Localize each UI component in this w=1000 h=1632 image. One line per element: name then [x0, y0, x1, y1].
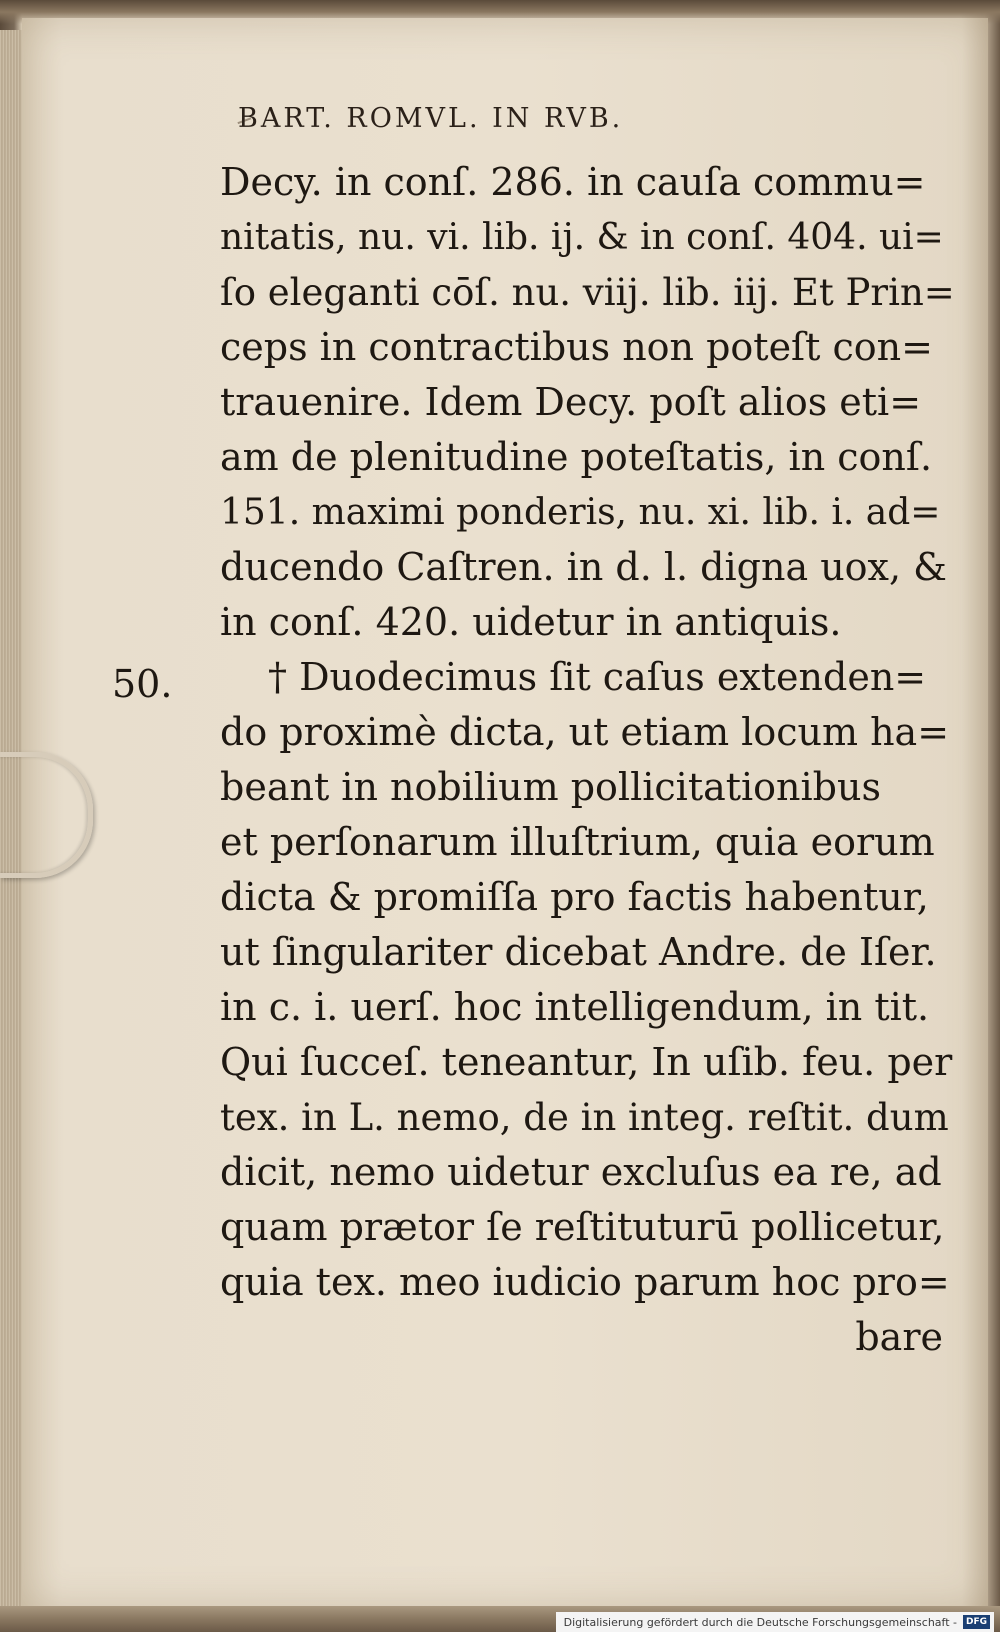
dfg-logo: DFG — [963, 1615, 990, 1629]
text-line: quam prætor ſe reſtituturū pollicetur, — [220, 1205, 945, 1249]
running-header: BART. ROMVL. IN RVB. — [238, 103, 624, 134]
text-line: do proximè dicta, ut etiam locum ha= — [220, 710, 950, 754]
digitization-credit — [556, 1612, 994, 1632]
text-line: tex. in L. nemo, de in integ. reſtit. dum — [220, 1096, 949, 1139]
text-line: ducendo Caſtren. in d. l. digna uox, & — [220, 545, 947, 589]
text-line: et perſonarum illuſtrium, quia eorum — [220, 820, 935, 864]
text-line: beant in nobilium pollicitationibus — [220, 765, 881, 809]
credit-text: Digitalisierung gefördert durch die Deutsche Forschungsgemeinschaft - — [563, 1615, 957, 1629]
margin-number: 50. — [112, 662, 173, 706]
text-line: ſo eleganti cōſ. nu. viij. lib. iij. Et Prin= — [220, 271, 955, 314]
text-line: dicta & promiſſa pro factis habentur, — [220, 875, 929, 919]
text-line: am de plenitudine poteſtatis, in conſ. — [220, 435, 933, 479]
text-line-paragraph-start: † Duodecimus ſit caſus extenden= — [268, 655, 927, 699]
text-line: trauenire. Idem Decy. poſt alios eti= — [220, 380, 922, 424]
text-line: in conſ. 420. uidetur in antiquis. — [220, 600, 842, 644]
body-text — [220, 155, 955, 1365]
text-line: Qui ſucceſ. teneantur, In uſib. feu. per — [220, 1040, 953, 1084]
text-line: quia tex. meo iudicio parum hoc pro= — [220, 1260, 950, 1304]
text-line: Decy. in conſ. 286. in cauſa commu= — [220, 160, 926, 204]
text-line: nitatis, nu. vi. lib. ij. & in conſ. 404. ui= — [220, 217, 944, 258]
text-line: in c. i. uerſ. hoc intelligendum, in tit. — [220, 985, 930, 1029]
catchword: bare — [855, 1315, 943, 1359]
text-line: ceps in contractibus non poteſt con= — [220, 325, 933, 369]
text-line: dicit, nemo uidetur excluſus ea re, ad — [220, 1150, 942, 1194]
text-line: ut ſingulariter dicebat Andre. de Iſer. — [220, 930, 937, 974]
text-line: 151. maximi ponderis, nu. xi. lib. i. ad= — [220, 492, 941, 533]
